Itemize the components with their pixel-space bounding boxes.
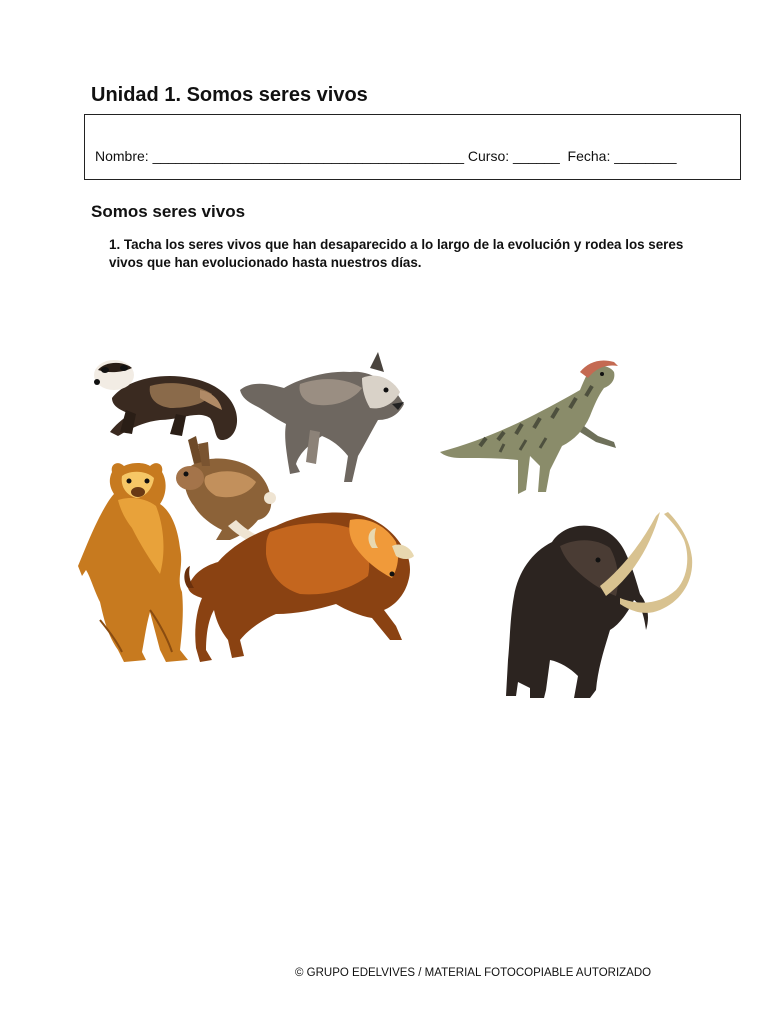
bear-illustration[interactable] bbox=[78, 463, 188, 662]
bison-illustration[interactable] bbox=[184, 513, 414, 663]
section-title: Somos seres vivos bbox=[91, 202, 246, 221]
exercise-instruction: 1. Tacha los seres vivos que han desaparecido a lo largo de la evolución y rodea los seres vivos que han evolucionado hasta nuestros días. bbox=[109, 237, 684, 270]
hare-illustration[interactable] bbox=[176, 436, 276, 546]
page-title: Unidad 1. Somos seres vivos bbox=[91, 84, 368, 106]
ferret-illustration[interactable] bbox=[94, 360, 237, 440]
dinosaur-illustration[interactable] bbox=[440, 360, 618, 494]
copyright-footer: © GRUPO EDELVIVES / MATERIAL FOTOCOPIABLE AUTORIZADO bbox=[295, 967, 652, 979]
mammoth-illustration[interactable] bbox=[506, 512, 692, 698]
student-info-line[interactable]: Nombre: ________________________________________ Curso: ______ Fecha: ________ bbox=[95, 148, 677, 164]
wolf-illustration[interactable] bbox=[240, 352, 404, 482]
